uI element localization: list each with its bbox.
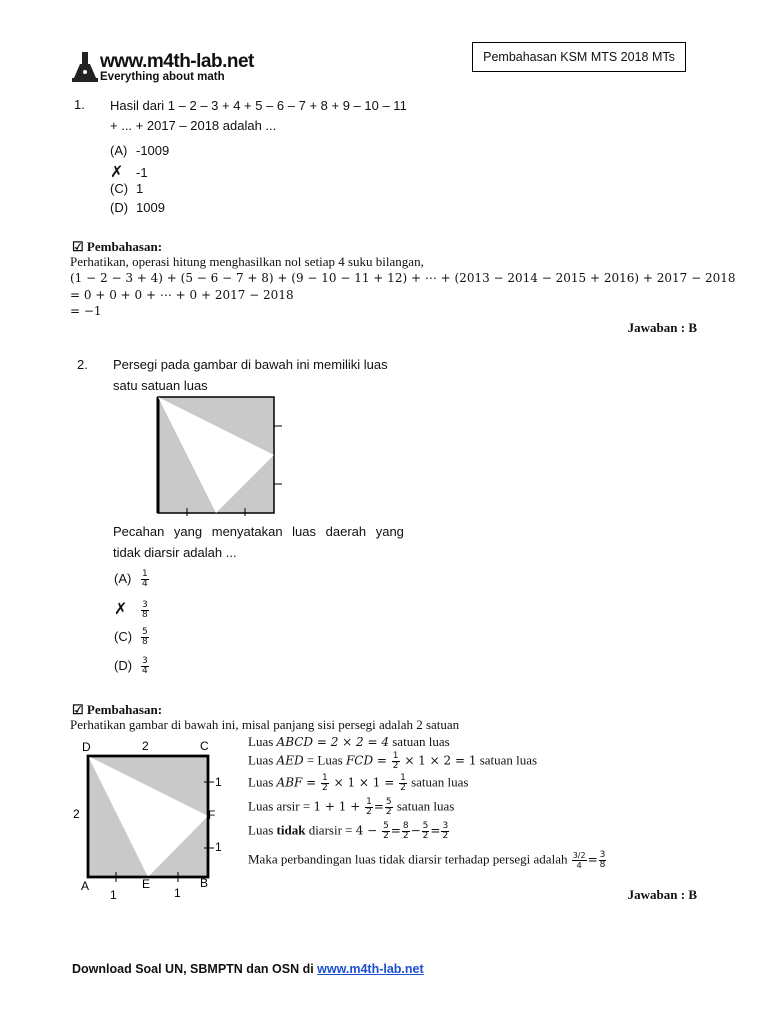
- footer: [72, 962, 424, 976]
- site-title: www.m4th-lab.net: [100, 51, 254, 72]
- q1-solution-heading: ☑ Pembahasan:: [72, 239, 163, 254]
- label-C: C: [200, 739, 209, 753]
- q2-text-line1: Persegi pada gambar di bawah ini memiliki luas: [113, 357, 388, 372]
- label-right-bottom: 1: [215, 840, 222, 854]
- q2-square-figure: [150, 392, 286, 516]
- q2-number: 2.: [77, 357, 88, 372]
- q2-text-line4: tidak diarsir adalah ...: [113, 545, 237, 560]
- q1-solution-intro: Perhatikan, operasi hitung menghasilkan nol setiap 4 suku bilangan,: [70, 254, 424, 269]
- flask-logo-icon: [72, 50, 100, 84]
- label-E: E: [142, 877, 151, 891]
- label-bottom-left: 1: [110, 888, 117, 902]
- q2-solution-heading: ☑ Pembahasan:: [72, 702, 163, 717]
- q1-option-a: (A) -1009: [110, 143, 170, 158]
- calc-line-4: Luas arsir = 1 + 1 + $\frac{1}{2}$ = $\frac{5}{2}$ satuan luas: [248, 797, 455, 817]
- q2-answer: Jawaban : B: [627, 887, 697, 902]
- label-B: B: [200, 876, 209, 890]
- checkmark-cross-icon: ✗: [114, 599, 128, 618]
- doc-title: Pembahasan KSM MTS 2018 MTs: [483, 50, 675, 64]
- q1-option-c: (C) 1: [110, 181, 144, 196]
- q2-labeled-figure: [70, 736, 230, 906]
- footer-text: Download Soal UN, SBMPTN dan OSN di: [72, 962, 318, 976]
- q2-option-c: (C) $\frac{5}{8}$: [114, 627, 148, 647]
- q2-option-a: (A) $\frac{1}{4}$: [114, 569, 148, 589]
- label-A: A: [81, 879, 90, 893]
- label-F: F: [208, 808, 216, 822]
- q1-option-d: (D) 1009: [110, 200, 165, 215]
- calc-line-6: Maka perbandingan luas tidak diarsir terhadap persegi adalah $\frac{3/2}{4}$ = $\frac{3}{8}$: [248, 850, 606, 870]
- q1-solution-line2: = 0 + 0 + 0 + ⋯ + 0 + 2017 − 2018: [70, 288, 294, 302]
- checkmark-cross-icon: ✗: [110, 162, 124, 181]
- label-left-length: 2: [73, 807, 80, 821]
- doc-title-box: [472, 42, 686, 72]
- calc-line-1: Luas ABCD = 2 × 2 = 4 satuan luas: [248, 734, 450, 749]
- q2-option-b: ✗ $\frac{3}{8}$: [114, 599, 148, 621]
- label-bottom-right: 1: [174, 886, 181, 900]
- label-D: D: [82, 740, 91, 754]
- q1-answer: Jawaban : B: [627, 320, 697, 335]
- q2-option-d: (D) $\frac{3}{4}$: [114, 656, 148, 676]
- q1-solution-line1: (1 − 2 − 3 + 4) + (5 − 6 − 7 + 8) + (9 − 10 − 11 + 12) + ⋯ + (2013 − 2014 − 2015 + 2016) + 2017 − 2018: [70, 271, 736, 285]
- footer-link[interactable]: www.m4th-lab.net: [317, 962, 424, 976]
- calc-line-3: Luas ABF = $\frac{1}{2}$ × 1 × 1 = $\frac{1}{2}$ satuan luas: [248, 773, 469, 793]
- site-tagline: Everything about math: [100, 71, 225, 83]
- label-right-top: 1: [215, 775, 222, 789]
- q1-text-line2: + ... + 2017 – 2018 adalah ...: [110, 118, 277, 133]
- q1-option-b: ✗ -1: [110, 162, 148, 181]
- q2-text-line2: satu satuan luas: [113, 378, 208, 393]
- label-top-length: 2: [142, 739, 149, 753]
- q1-solution-line3: = −1: [70, 304, 102, 318]
- calc-line-5: Luas tidak diarsir = 4 − $\frac{5}{2}$ = $\frac{8}{2}$ − $\frac{5}{2}$ = $\frac{3}{2}$: [248, 821, 449, 841]
- q2-text-line3: Pecahan yang menyatakan luas daerah yang: [113, 524, 404, 539]
- calc-line-2: Luas AED = Luas FCD = $\frac{1}{2}$ × 1 × 2 = 1 satuan luas: [248, 751, 538, 771]
- q1-text-line1: Hasil dari 1 – 2 – 3 + 4 + 5 – 6 – 7 + 8 + 9 – 10 – 11: [110, 98, 407, 113]
- q1-number: 1.: [74, 97, 85, 112]
- q2-solution-intro: Perhatikan gambar di bawah ini, misal panjang sisi persegi adalah 2 satuan: [70, 717, 460, 732]
